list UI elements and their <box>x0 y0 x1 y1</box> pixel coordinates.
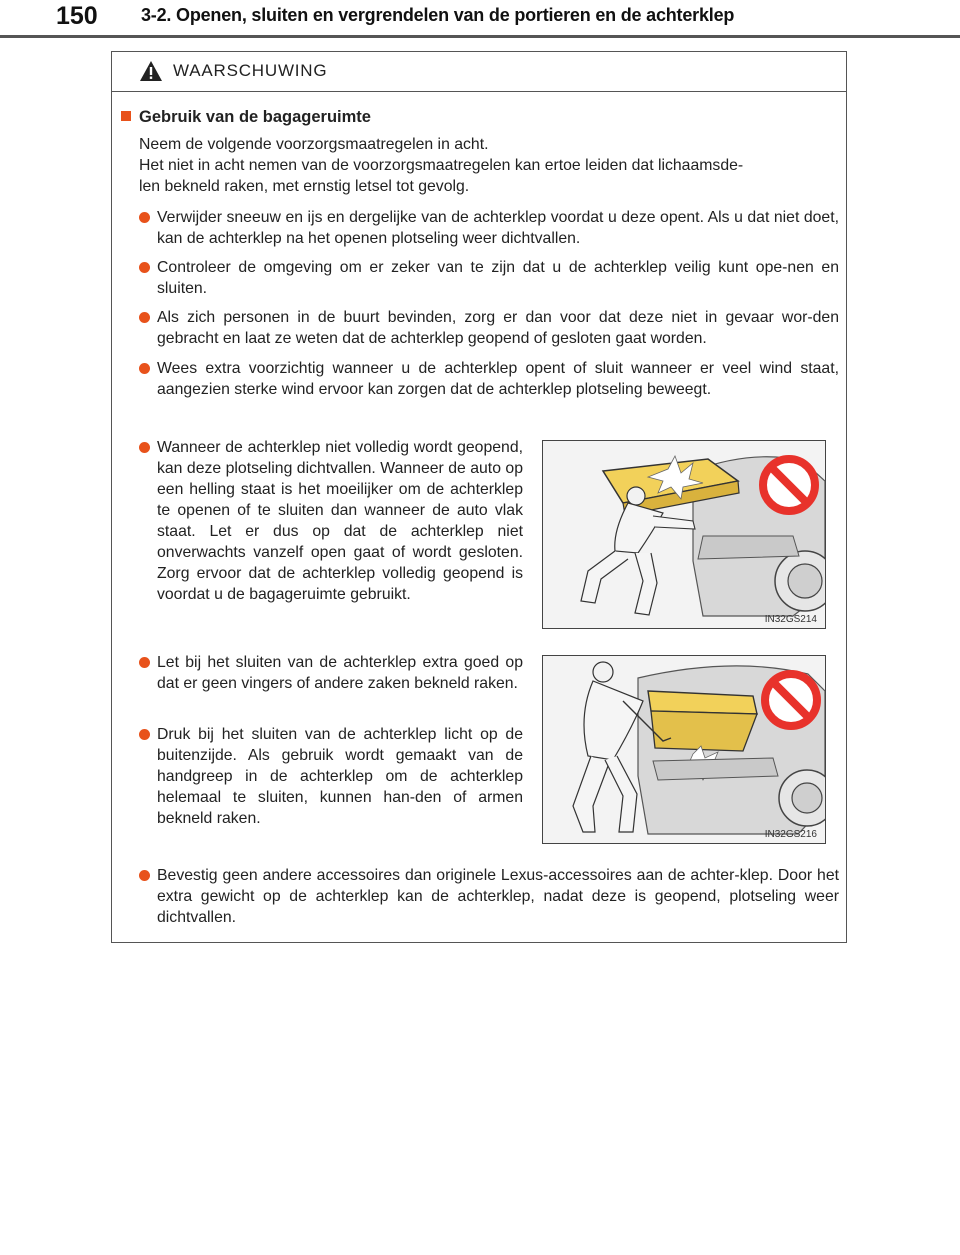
bullet-dot-icon <box>139 870 150 881</box>
bullet-item <box>139 724 523 829</box>
bullet-dot-icon <box>139 262 150 273</box>
bullet-item <box>139 257 839 299</box>
bullet-text: Als zich personen in de buurt bevinden, zorg er dan voor dat deze niet in gevaar wor-den gebracht en laat ze weten dat de achterklep geopend of gesloten gaat worden. <box>157 309 839 347</box>
bullet-dot-icon <box>139 657 150 668</box>
bullet-text: Druk bij het sluiten van de achterklep licht op de buitenzijde. Als gebruik wordt gemaakt van de handgreep in de achterklep om de achterklep helemaal te sluiten, kunnen han-den of armen bekneld raken. <box>157 726 523 827</box>
warning-box <box>111 51 847 943</box>
bullet-item <box>139 652 523 694</box>
bullet-text: Let bij het sluiten van de achterklep extra goed op dat er geen vingers of andere zaken bekneld raken. <box>157 654 523 692</box>
bullet-dot-icon <box>139 312 150 323</box>
warning-triangle-icon <box>139 60 163 82</box>
warning-header <box>112 52 846 92</box>
bullet-dot-icon <box>139 729 150 740</box>
bullet-text: Bevestig geen andere accessoires dan originele Lexus-accessoires aan de achter-klep. Door het extra gewicht op de achterklep kan de achterklep, nadat deze is geopend, plotseling weer dichtvallen. <box>157 867 839 926</box>
figure-code: IN32GS216 <box>764 829 817 840</box>
prohibited-icon <box>765 674 817 726</box>
bullet-item <box>139 307 839 349</box>
intro-text: Neem de volgende voorzorgsmaatregelen in acht. Het niet in acht nemen van de voorzorgsmaatregelen kan ertoe leiden dat lichaamsde- len bekneld raken, met ernstig letsel tot gevolg. <box>139 136 744 195</box>
bullet-text: Wanneer de achterklep niet volledig wordt geopend, kan deze plotseling dichtvallen. Wanneer de auto op een helling staat is het moeilijker om de achterklep te openen of te sluiten dan wanneer de auto vlak staat. Let er dus op dat de achterklep niet onverwachts vanzelf open gaat of wordt gesloten. Zorg ervoor dat de achterklep volledig geopend is voordat u de bagageruimte gebruikt. <box>157 439 523 603</box>
figure-code: IN32GS214 <box>764 614 817 625</box>
tailgate-illustration <box>543 441 825 628</box>
section-title-text: Gebruik van de bagageruimte <box>139 108 371 126</box>
figure-fingers-pinched <box>542 655 826 844</box>
bullet-dot-icon <box>139 442 150 453</box>
page-number: 150 <box>56 2 98 30</box>
warning-title: WAARSCHUWING <box>173 61 328 80</box>
chapter-title: 3-2. Openen, sluiten en vergrendelen van de portieren en de achterklep <box>141 5 735 25</box>
bullet-item <box>139 207 839 249</box>
figure-tailgate-falling <box>542 440 826 629</box>
prohibited-icon <box>763 459 815 511</box>
bullet-dot-icon <box>139 363 150 374</box>
square-bullet-icon <box>121 111 131 121</box>
bullet-item <box>139 865 839 928</box>
header-rule <box>0 35 960 38</box>
bullet-text: Wees extra voorzichtig wanneer u de achterklep opent of sluit wanneer er veel wind staat, aangezien sterke wind ervoor kan zorgen dat de achterklep plotseling beweegt. <box>157 360 839 398</box>
bullet-dot-icon <box>139 212 150 223</box>
section-title <box>121 108 371 127</box>
bullet-item <box>139 437 523 605</box>
bullet-text: Controleer de omgeving om er zeker van te zijn dat u de achterklep veilig kunt ope-nen en sluiten. <box>157 259 839 297</box>
bullet-item <box>139 358 839 400</box>
bullet-text: Verwijder sneeuw en ijs en dergelijke van de achterklep voordat u deze opent. Als u dat niet doet, kan de achterklep na het openen plotseling weer dichtvallen. <box>157 209 839 247</box>
page-header <box>0 0 960 36</box>
tailgate-closing-illustration <box>543 656 825 843</box>
